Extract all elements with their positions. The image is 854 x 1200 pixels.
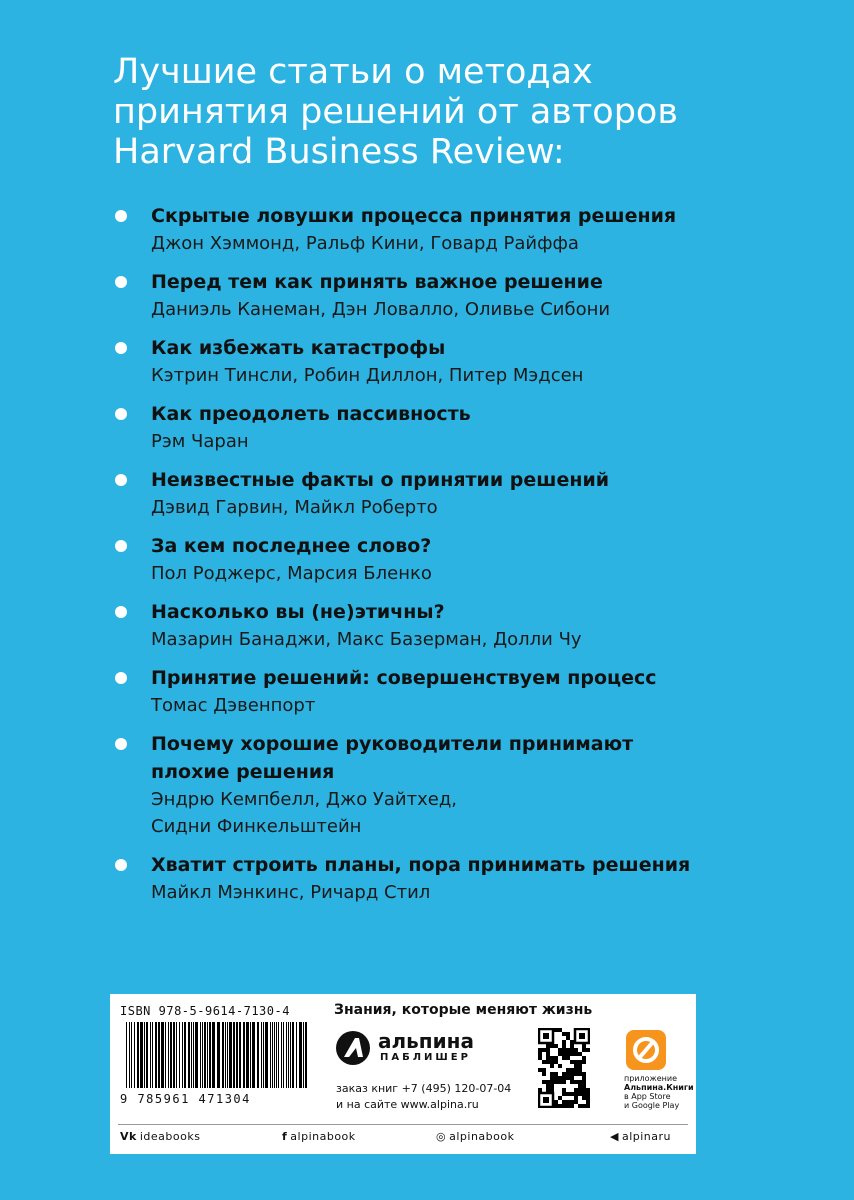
qr-module xyxy=(550,1056,554,1060)
barcode-bar xyxy=(188,1022,190,1088)
article-item xyxy=(113,268,833,323)
bullet-icon xyxy=(115,342,127,354)
barcode-number: 9 785961 471304 xyxy=(120,1092,251,1106)
article-title-line: Насколько вы (не)этичны? xyxy=(151,601,445,623)
qr-module xyxy=(550,1044,554,1048)
barcode-bar xyxy=(161,1022,164,1088)
barcode-bar xyxy=(170,1022,172,1088)
qr-module xyxy=(562,1072,566,1076)
brand-name: альпина xyxy=(378,1029,474,1053)
qr-module xyxy=(578,1092,582,1096)
barcode-bar xyxy=(290,1022,291,1088)
barcode-bar xyxy=(276,1022,277,1088)
qr-module xyxy=(570,1092,574,1096)
barcode-bar xyxy=(168,1022,169,1088)
headline-line: Лучшие статьи о методах xyxy=(113,52,593,92)
article-title-line: Как преодолеть пассивность xyxy=(151,403,471,425)
bullet-icon xyxy=(115,606,127,618)
bullet-icon xyxy=(115,474,127,486)
article-authors-line: Пол Роджерс, Марсия Бленко xyxy=(151,563,432,584)
qr-module xyxy=(582,1072,586,1076)
facebook-icon: f xyxy=(282,1130,288,1143)
article-authors xyxy=(151,626,833,653)
qr-module xyxy=(574,1068,578,1072)
article-authors-line: Майкл Мэнкинс, Ричард Стил xyxy=(151,882,431,903)
article-title xyxy=(151,466,833,494)
article-item xyxy=(113,664,833,719)
headline-line: принятия решений от авторов xyxy=(113,92,678,132)
qr-module xyxy=(578,1104,582,1108)
barcode-bar xyxy=(209,1022,211,1088)
bullet-icon xyxy=(115,859,127,871)
article-authors-line: Сидни Финкельштейн xyxy=(151,816,362,837)
article-item xyxy=(113,202,833,257)
social-link-facebook[interactable] xyxy=(282,1130,356,1143)
qr-module xyxy=(538,1052,542,1056)
qr-module xyxy=(582,1096,586,1100)
qr-module xyxy=(562,1032,566,1036)
article-title-line: За кем последнее слово? xyxy=(151,535,432,557)
qr-module xyxy=(578,1080,582,1084)
barcode-image xyxy=(124,1022,310,1088)
article-title-line: Хватит строить планы, пора принимать решения xyxy=(151,854,691,876)
bullet-icon xyxy=(115,276,127,288)
barcode-bar xyxy=(250,1022,251,1088)
barcode-bar xyxy=(229,1022,232,1088)
headline-line: Harvard Business Review: xyxy=(113,132,565,172)
article-title-line: Неизвестные факты о принятии решений xyxy=(151,469,610,491)
qr-module xyxy=(562,1080,566,1084)
qr-module xyxy=(546,1088,550,1092)
qr-module xyxy=(546,1048,550,1052)
qr-module xyxy=(554,1076,558,1080)
barcode-bar xyxy=(265,1022,268,1088)
qr-module xyxy=(558,1104,562,1108)
qr-module xyxy=(578,1060,582,1064)
qr-module xyxy=(574,1048,578,1052)
article-title-line: Почему хорошие руководители принимают xyxy=(151,733,634,755)
app-caption-line: Альпина.Книги xyxy=(624,1083,694,1092)
qr-module xyxy=(550,1072,554,1076)
article-authors-line: Мазарин Банаджи, Макс Базерман, Долли Чу xyxy=(151,629,582,650)
qr-module xyxy=(538,1068,542,1072)
article-item xyxy=(113,730,833,840)
qr-module xyxy=(566,1092,570,1096)
qr-module xyxy=(558,1052,562,1056)
barcode-bar xyxy=(134,1022,135,1088)
article-authors-line: Дэвид Гарвин, Майкл Роберто xyxy=(151,497,438,518)
qr-module xyxy=(574,1092,578,1096)
qr-module xyxy=(582,1092,586,1096)
article-title xyxy=(151,268,833,296)
qr-module xyxy=(542,1068,546,1072)
article-list xyxy=(113,202,833,917)
qr-module xyxy=(566,1076,570,1080)
qr-module xyxy=(546,1052,550,1056)
barcode-bar xyxy=(303,1022,304,1088)
article-authors xyxy=(151,879,833,906)
barcode-bar xyxy=(212,1022,215,1088)
qr-module xyxy=(570,1060,574,1064)
qr-module xyxy=(562,1048,566,1052)
qr-module xyxy=(550,1064,554,1068)
barcode-bar xyxy=(146,1022,148,1088)
article-authors xyxy=(151,692,833,719)
article-item xyxy=(113,466,833,521)
article-authors-line: Джон Хэммонд, Ральф Кини, Говард Райффа xyxy=(151,233,579,254)
barcode-bar xyxy=(305,1022,307,1088)
article-authors-line: Рэм Чаран xyxy=(151,431,249,452)
social-label: alpinabook xyxy=(290,1130,356,1143)
qr-module xyxy=(558,1028,562,1032)
qr-module xyxy=(562,1056,566,1060)
barcode-bar xyxy=(272,1022,273,1088)
qr-module xyxy=(582,1076,586,1080)
barcode-bar xyxy=(233,1022,235,1088)
qr-finder-center xyxy=(543,1097,549,1103)
qr-module xyxy=(538,1048,542,1052)
article-authors xyxy=(151,560,833,587)
qr-module xyxy=(538,1088,542,1092)
qr-module xyxy=(574,1080,578,1084)
qr-module xyxy=(542,1060,546,1064)
barcode-bar xyxy=(283,1022,284,1088)
article-authors xyxy=(151,296,833,323)
barcode-bar xyxy=(200,1022,201,1088)
vk-icon: Vk xyxy=(120,1130,137,1143)
qr-module xyxy=(566,1056,570,1060)
qr-module xyxy=(574,1096,578,1100)
barcode-bar xyxy=(246,1022,249,1088)
qr-module xyxy=(570,1052,574,1056)
barcode-bar xyxy=(207,1022,208,1088)
barcode-bar xyxy=(263,1022,264,1088)
qr-module xyxy=(554,1080,558,1084)
barcode-bar xyxy=(126,1022,127,1088)
article-title-line: Как избежать катастрофы xyxy=(151,337,446,359)
qr-module xyxy=(558,1048,562,1052)
barcode-bar xyxy=(137,1022,139,1088)
qr-module xyxy=(586,1048,590,1052)
telegram-icon: ◀ xyxy=(610,1130,619,1143)
barcode-bar xyxy=(182,1022,183,1088)
barcode-bar xyxy=(165,1022,166,1088)
bullet-icon xyxy=(115,540,127,552)
barcode-bar xyxy=(286,1022,287,1088)
qr-module xyxy=(566,1048,570,1052)
qr-module xyxy=(542,1080,546,1084)
qr-module xyxy=(582,1044,586,1048)
qr-module xyxy=(578,1088,582,1092)
barcode-bar xyxy=(278,1022,279,1088)
brand-subtitle: ПАБЛИШЕР xyxy=(380,1052,471,1063)
article-title xyxy=(151,202,833,230)
qr-module xyxy=(566,1072,570,1076)
qr-finder-center xyxy=(579,1033,585,1039)
qr-module xyxy=(562,1088,566,1092)
barcode-bar xyxy=(191,1022,192,1088)
qr-module xyxy=(586,1100,590,1104)
alpina-logo-icon xyxy=(335,1030,371,1066)
bullet-icon xyxy=(115,738,127,750)
qr-module xyxy=(546,1084,550,1088)
divider xyxy=(118,1124,688,1125)
barcode-bar xyxy=(288,1022,289,1088)
qr-module xyxy=(558,1064,562,1068)
qr-module xyxy=(582,1084,586,1088)
social-link-vk[interactable] xyxy=(120,1130,200,1143)
qr-module xyxy=(586,1096,590,1100)
qr-module xyxy=(582,1048,586,1052)
barcode-bar xyxy=(152,1022,153,1088)
qr-module xyxy=(582,1088,586,1092)
barcode-bar xyxy=(184,1022,186,1088)
qr-module xyxy=(550,1080,554,1084)
barcode-bar xyxy=(274,1022,275,1088)
qr-module xyxy=(578,1052,582,1056)
qr-module xyxy=(570,1072,574,1076)
barcode-bar xyxy=(179,1022,180,1088)
article-title-line: плохие решения xyxy=(151,761,335,783)
barcode-bar xyxy=(131,1022,132,1088)
article-title xyxy=(151,664,833,692)
qr-module xyxy=(582,1080,586,1084)
qr-module xyxy=(586,1092,590,1096)
qr-module xyxy=(558,1096,562,1100)
qr-module xyxy=(578,1064,582,1068)
article-authors xyxy=(151,494,833,521)
barcode-bar xyxy=(204,1022,206,1088)
qr-module xyxy=(550,1076,554,1080)
barcode-bar xyxy=(252,1022,255,1088)
qr-module xyxy=(546,1056,550,1060)
article-authors xyxy=(151,362,833,389)
qr-module xyxy=(570,1080,574,1084)
barcode-bar xyxy=(176,1022,177,1088)
qr-module xyxy=(562,1092,566,1096)
qr-module xyxy=(570,1040,574,1044)
alpina-app-icon xyxy=(626,1030,666,1070)
back-cover-info-panel xyxy=(110,994,696,1154)
article-authors xyxy=(151,428,833,455)
article-authors-line: Томас Дэвенпорт xyxy=(151,695,316,716)
article-item xyxy=(113,598,833,653)
barcode-bar xyxy=(195,1022,198,1088)
social-label: alpinabook xyxy=(449,1130,515,1143)
qr-finder-center xyxy=(543,1033,549,1039)
qr-module xyxy=(554,1104,558,1108)
qr-module xyxy=(570,1076,574,1080)
barcode-bar xyxy=(150,1022,151,1088)
barcode-bar xyxy=(155,1022,157,1088)
article-item xyxy=(113,400,833,455)
social-link-telegram[interactable] xyxy=(610,1130,671,1143)
qr-module xyxy=(582,1056,586,1060)
qr-module xyxy=(574,1072,578,1076)
barcode-bar xyxy=(158,1022,160,1088)
barcode-bar xyxy=(144,1022,145,1088)
qr-code-icon xyxy=(538,1028,590,1108)
qr-module xyxy=(554,1044,558,1048)
qr-module xyxy=(554,1028,558,1032)
qr-module xyxy=(562,1076,566,1080)
barcode-bar xyxy=(243,1022,245,1088)
barcode-bar xyxy=(217,1022,220,1088)
qr-module xyxy=(542,1048,546,1052)
qr-module xyxy=(578,1072,582,1076)
qr-module xyxy=(562,1052,566,1056)
order-website: и на сайте www.alpina.ru xyxy=(336,1098,479,1111)
qr-module xyxy=(570,1104,574,1108)
qr-module xyxy=(574,1060,578,1064)
qr-module xyxy=(558,1076,562,1080)
article-authors-line: Даниэль Канеман, Дэн Ловалло, Оливье Сибони xyxy=(151,299,611,320)
qr-module xyxy=(562,1104,566,1108)
qr-module xyxy=(582,1104,586,1108)
article-item xyxy=(113,851,833,906)
publisher-slogan: Знания, которые меняют жизнь xyxy=(334,1002,593,1018)
qr-module xyxy=(554,1060,558,1064)
article-title-line: Скрытые ловушки процесса принятия решения xyxy=(151,205,677,227)
qr-module xyxy=(578,1068,582,1072)
qr-module xyxy=(562,1044,566,1048)
qr-module xyxy=(566,1052,570,1056)
barcode-bar xyxy=(257,1022,259,1088)
article-authors xyxy=(151,786,833,840)
order-phone: заказ книг +7 (495) 120-07-04 xyxy=(336,1082,512,1095)
bullet-icon xyxy=(115,672,127,684)
isbn-text: ISBN 978-5-9614-7130-4 xyxy=(120,1004,290,1018)
qr-module xyxy=(566,1100,570,1104)
barcode-bar xyxy=(281,1022,282,1088)
barcode-bar xyxy=(239,1022,241,1088)
article-title xyxy=(151,851,833,879)
qr-module xyxy=(570,1044,574,1048)
qr-module xyxy=(574,1088,578,1092)
qr-module xyxy=(550,1060,554,1064)
article-title-line: Принятие решений: совершенствуем процесс xyxy=(151,667,657,689)
article-authors-line: Эндрю Кемпбелл, Джо Уайтхед, xyxy=(151,789,457,810)
bullet-icon xyxy=(115,408,127,420)
social-label: ideabooks xyxy=(139,1130,201,1143)
article-title xyxy=(151,730,833,786)
barcode-bar xyxy=(227,1022,228,1088)
qr-module xyxy=(566,1036,570,1040)
qr-module xyxy=(546,1044,550,1048)
barcode-bar xyxy=(292,1022,294,1088)
app-caption-line: приложение xyxy=(624,1074,677,1083)
qr-module xyxy=(542,1072,546,1076)
article-title xyxy=(151,532,833,560)
qr-module xyxy=(566,1068,570,1072)
social-link-instagram[interactable] xyxy=(436,1130,514,1143)
qr-module xyxy=(558,1080,562,1084)
qr-module xyxy=(562,1100,566,1104)
qr-module xyxy=(570,1068,574,1072)
barcode-bar xyxy=(236,1022,238,1088)
article-title xyxy=(151,400,833,428)
barcode-bar xyxy=(270,1022,271,1088)
article-item xyxy=(113,334,833,389)
article-title xyxy=(151,334,833,362)
barcode-bar xyxy=(129,1022,130,1088)
barcode-bar xyxy=(225,1022,226,1088)
article-item xyxy=(113,532,833,587)
qr-module xyxy=(546,1060,550,1064)
qr-module xyxy=(586,1088,590,1092)
qr-module xyxy=(578,1084,582,1088)
app-caption-line: в App Store xyxy=(624,1092,671,1101)
barcode-bar xyxy=(193,1022,194,1088)
qr-module xyxy=(574,1100,578,1104)
qr-module xyxy=(554,1100,558,1104)
social-label: alpinaru xyxy=(621,1130,672,1143)
barcode-bar xyxy=(222,1022,224,1088)
qr-module xyxy=(562,1040,566,1044)
barcode-bar xyxy=(173,1022,175,1088)
bullet-icon xyxy=(115,210,127,222)
instagram-icon: ◎ xyxy=(436,1130,447,1143)
qr-module xyxy=(574,1052,578,1056)
barcode-bar xyxy=(296,1022,297,1088)
article-title-line: Перед тем как принять важное решение xyxy=(151,271,603,293)
qr-module xyxy=(554,1056,558,1060)
qr-module xyxy=(550,1088,554,1092)
headline xyxy=(113,52,813,172)
article-title xyxy=(151,598,833,626)
barcode-bar xyxy=(202,1022,203,1088)
qr-module xyxy=(550,1084,554,1088)
article-authors xyxy=(151,230,833,257)
qr-module xyxy=(570,1100,574,1104)
qr-module xyxy=(570,1048,574,1052)
article-authors-line: Кэтрин Тинсли, Робин Диллон, Питер Мэдсен xyxy=(151,365,584,386)
app-caption-line: и Google Play xyxy=(624,1101,680,1110)
qr-module xyxy=(546,1080,550,1084)
qr-module xyxy=(582,1060,586,1064)
barcode-bar xyxy=(299,1022,302,1088)
qr-module xyxy=(574,1064,578,1068)
qr-module xyxy=(566,1032,570,1036)
qr-module xyxy=(538,1056,542,1060)
qr-module xyxy=(554,1072,558,1076)
barcode-bar xyxy=(261,1022,262,1088)
qr-module xyxy=(566,1104,570,1108)
barcode-bar xyxy=(140,1022,143,1088)
qr-module xyxy=(586,1104,590,1108)
